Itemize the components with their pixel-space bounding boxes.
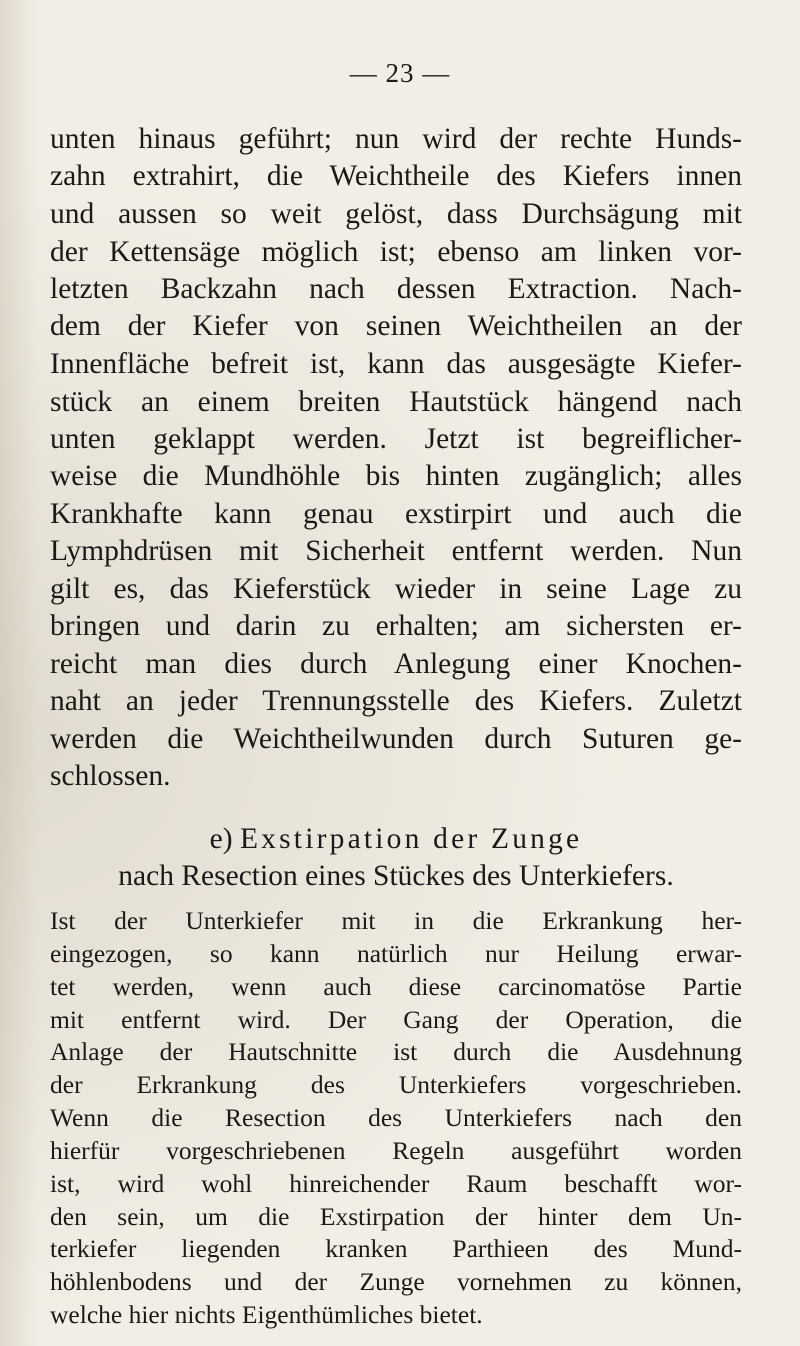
text-line: Lymphdrüsen mit Sicherheit entfernt werden. Nun [50,535,742,567]
text-line: der Kettensäge möglich ist; ebenso am linken vor- [50,236,742,268]
text-line: höhlenbodens und der Zunge vornehmen zu können, [50,1267,742,1296]
section-title [50,820,742,858]
text-line: welche hier nichts Eigenthümliches bietet. [50,1300,483,1329]
text-line: eingezogen, so kann natürlich nur Heilung erwar- [50,939,742,968]
text-line: unten hinaus geführt; nun wird der rechte Hunds- [50,123,742,155]
text-line: den sein, um die Exstirpation der hinter dem Un- [50,1202,742,1231]
text-line: der Erkrankung des Unterkiefers vorgeschrieben. [50,1070,742,1099]
text-line: Wenn die Resection des Unterkiefers nach den [50,1103,742,1132]
text-line: gilt es, das Kieferstück wieder in seine Lage zu [50,573,742,605]
text-line: letzten Backzahn nach dessen Extraction. Nach- [50,273,742,305]
text-line: stück an einem breiten Hautstück hängend nach [50,386,742,418]
text-line: werden die Weichtheilwunden durch Suturen ge- [50,723,742,755]
text-line: Innenfläche befreit ist, kann das ausgesägte Kiefer- [50,348,742,380]
text-line: weise die Mundhöhle bis hinten zugänglich; alles [50,460,742,492]
text-line: unten geklappt werden. Jetzt ist begreiflicher- [50,423,742,455]
section-label: e) [209,823,233,855]
text-line: tet werden, wenn auch diese carcinomatöse Partie [50,972,742,1001]
text-line: mit entfernt wird. Der Gang der Operation, die [50,1005,742,1034]
text-line: zahn extrahirt, die Weichtheile des Kiefers innen [50,160,742,192]
text-line: hierfür vorgeschriebenen Regeln ausgeführt worden [50,1136,742,1165]
text-line: Anlage der Hautschnitte ist durch die Ausdehnung [50,1037,742,1066]
text-line: schlossen. [50,760,171,792]
text-line: bringen und darin zu erhalten; am sichersten er- [50,610,742,642]
text-line: terkiefer liegenden kranken Parthieen des Mund- [50,1234,742,1263]
text-line: Krankhafte kann genau exstirpirt und auch die [50,498,742,530]
section-subtitle: nach Resection eines Stückes des Unterkiefers. [118,860,674,892]
text-line: reicht man dies durch Anlegung einer Knochen- [50,648,742,680]
page-number: — 23 — [349,58,451,88]
text-line: Ist der Unterkiefer mit in die Erkrankung her- [50,906,742,935]
text-line: ist, wird wohl hinreichender Raum beschafft wor- [50,1169,742,1198]
text-line: naht an jeder Trennungsstelle des Kiefers. Zuletzt [50,685,742,717]
text-line: und aussen so weit gelöst, dass Durchsägung mit [50,198,742,230]
text-line: dem der Kiefer von seinen Weichtheilen an der [50,310,742,342]
section-spaced-title: Exstirpation der Zunge [239,823,583,855]
